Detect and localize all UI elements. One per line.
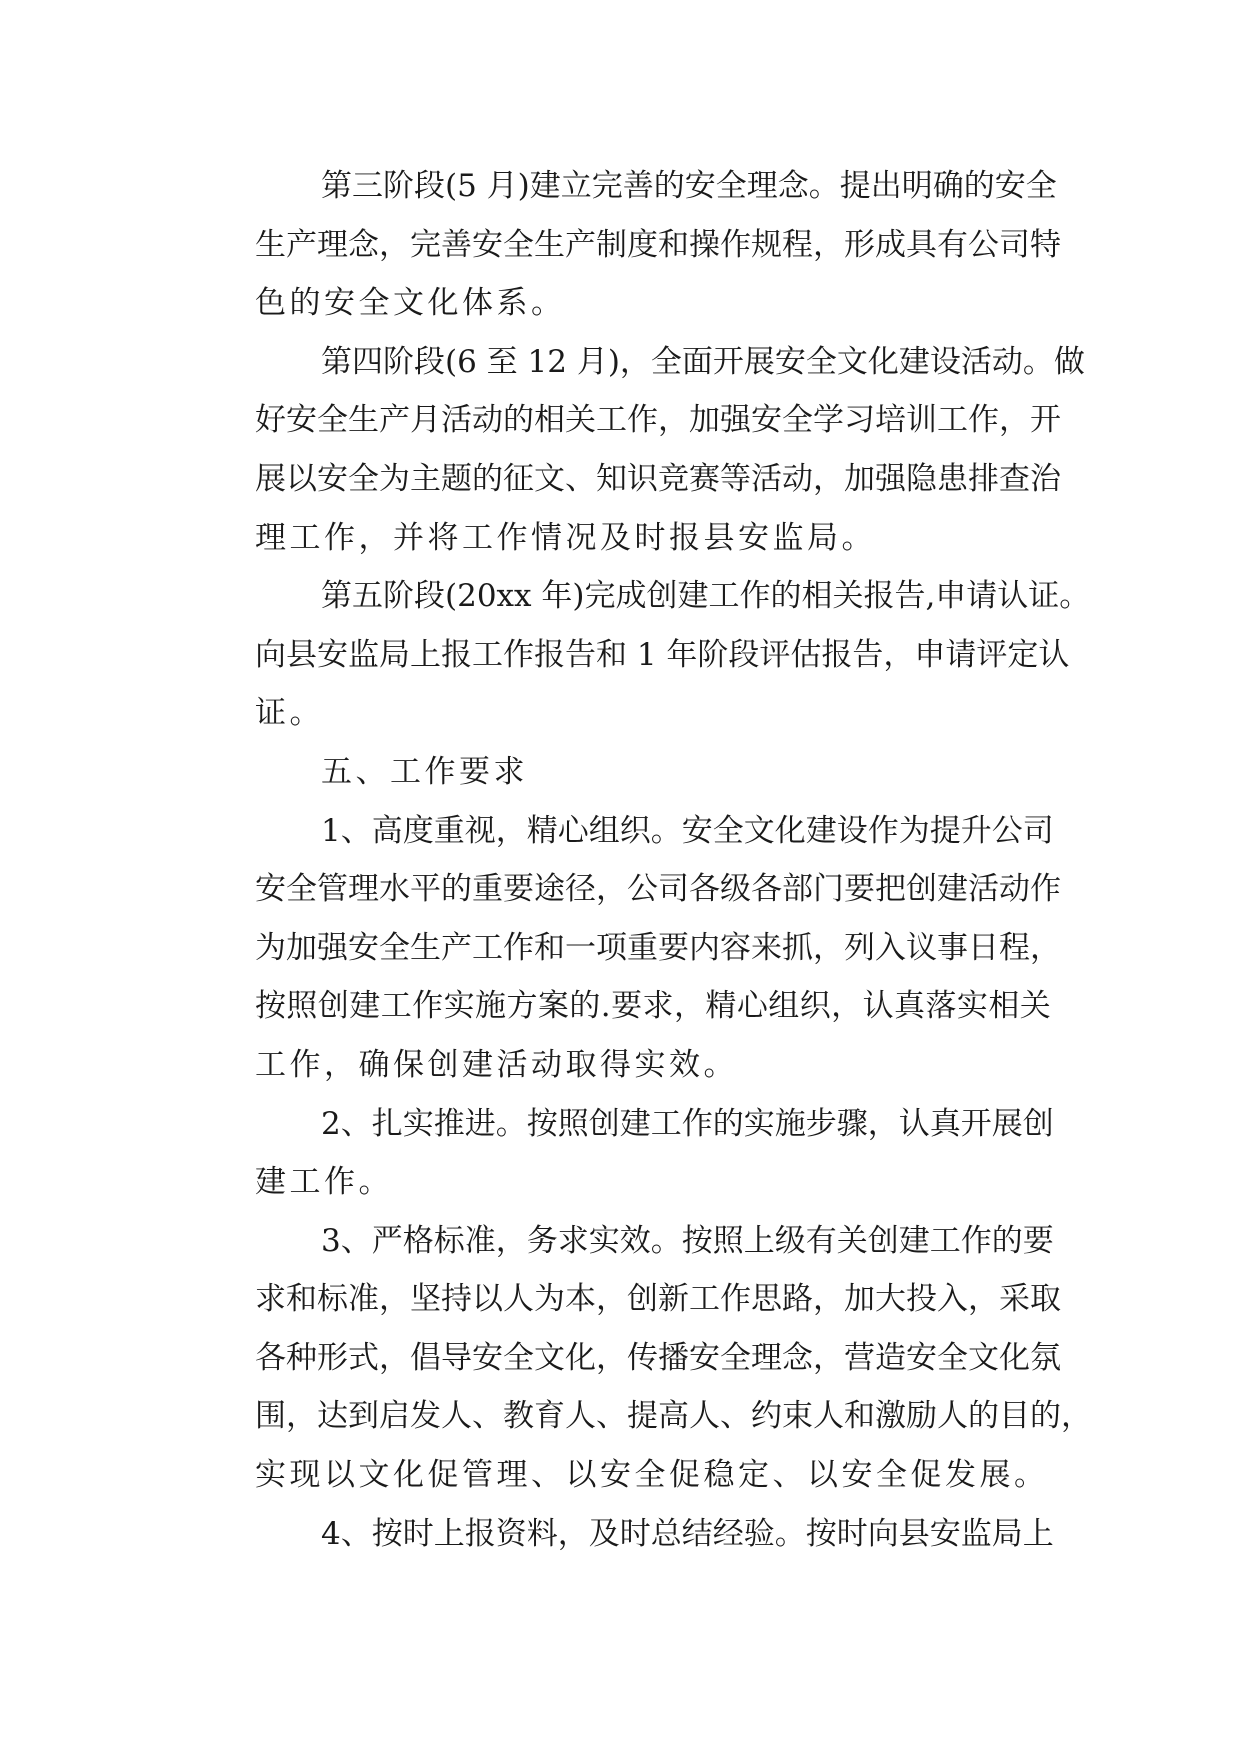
text-line: 求和标准，坚持以人为本，创新工作思路，加大投入，采取 xyxy=(255,1281,1061,1318)
text-line: 好安全生产月活动的相关工作，加强安全学习培训工作，开 xyxy=(255,402,1061,439)
paragraph-requirement-4 xyxy=(191,1505,1054,1564)
paragraph-stage-4 xyxy=(191,333,1085,567)
text-line: 展以安全为主题的征文、知识竞赛等活动，加强隐患排查治 xyxy=(255,460,1061,497)
text-line: 五、工作要求 xyxy=(321,753,528,790)
paragraph-requirement-3 xyxy=(191,1212,1092,1505)
text-line: 3、严格标准，务求实效。按照上级有关创建工作的要 xyxy=(321,1222,1054,1259)
text-line: 生产理念，完善安全生产制度和操作规程，形成具有公司特 xyxy=(255,226,1061,263)
text-line: 第三阶段(5 月)建立完善的安全理念。提出明确的安全 xyxy=(321,168,1057,204)
text-line: 4、按时上报资料，及时总结经验。按时向县安监局上 xyxy=(321,1515,1054,1552)
text-line: 按照创建工作实施方案的.要求，精心组织，认真落实相关 xyxy=(255,988,1051,1025)
text-line: 工作，确保创建活动取得实效。 xyxy=(255,1046,738,1083)
paragraph-heading-requirements xyxy=(191,743,1051,802)
text-line: 实现以文化促管理、以安全促稳定、以安全促发展。 xyxy=(255,1457,1049,1494)
paragraph-stage-5 xyxy=(191,567,1091,743)
text-line: 向县安监局上报工作报告和 1 年阶段评估报告，申请评定认 xyxy=(255,636,1070,673)
text-line: 理工作，并将工作情况及时报县安监局。 xyxy=(255,519,876,556)
text-line: 色的安全文化体系。 xyxy=(255,285,566,322)
paragraph-stage-3 xyxy=(191,157,1061,333)
text-line: 安全管理水平的重要途径，公司各级各部门要把创建活动作 xyxy=(255,871,1061,908)
text-line: 建工作。 xyxy=(255,1164,393,1201)
text-line: 第五阶段(20xx 年)完成创建工作的相关报告,申请认证。 xyxy=(321,578,1091,615)
paragraph-requirement-2 xyxy=(191,1095,1054,1212)
paragraph-requirement-1 xyxy=(191,802,1061,1095)
text-line: 2、扎实推进。按照创建工作的实施步骤，认真开展创 xyxy=(321,1105,1054,1142)
text-line: 为加强安全生产工作和一项重要内容来抓，列入议事日程， xyxy=(255,929,1061,966)
text-line: 各种形式，倡导安全文化，传播安全理念，营造安全文化氛 xyxy=(255,1339,1061,1376)
document-body xyxy=(191,157,1092,1563)
text-line: 1、高度重视，精心组织。安全文化建设作为提升公司 xyxy=(321,812,1054,849)
text-line: 第四阶段(6 至 12 月)，全面开展安全文化建设活动。做 xyxy=(321,343,1085,380)
text-line: 围，达到启发人、教育人、提高人、约束人和激励人的目的， xyxy=(255,1398,1092,1435)
text-line: 证。 xyxy=(255,695,324,732)
